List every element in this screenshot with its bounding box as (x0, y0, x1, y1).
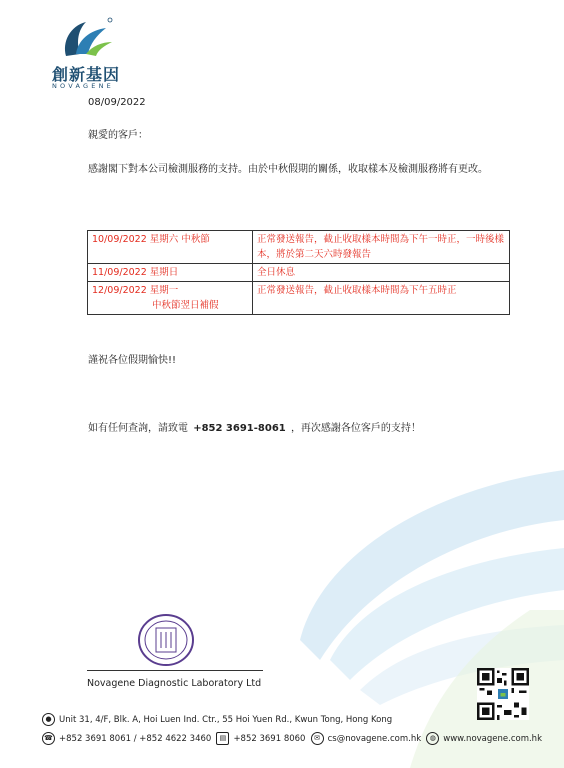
footer-phone (42, 732, 211, 745)
footer-address (42, 713, 392, 726)
letter-date: 08/09/2022 (88, 97, 146, 108)
holiday-schedule-table (87, 230, 510, 315)
greeting: 親愛的客戶： (88, 130, 148, 141)
holiday-wish: 謹祝各位假期愉快!! (88, 355, 177, 366)
globe-icon: ◍ (426, 732, 439, 745)
schedule-desc: 全日休息 (253, 264, 510, 282)
schedule-day: 星期一 (149, 285, 179, 296)
signature-company: Novagene Diagnostic Laboratory Ltd (87, 678, 262, 689)
website-text[interactable]: www.novagene.com.hk (443, 733, 542, 744)
location-icon: ● (42, 713, 55, 726)
contact-line (88, 421, 421, 437)
fax-icon: ▤ (216, 732, 229, 745)
signature-line (87, 670, 263, 671)
phone-icon: ☎ (42, 732, 55, 745)
footer-email[interactable] (311, 732, 422, 745)
table-row (88, 264, 510, 282)
brand-name-en: NOVAGENE (52, 82, 114, 90)
company-seal-stamp (136, 612, 196, 668)
qr-code (477, 668, 529, 720)
fax-text: +852 3691 8060 (233, 733, 306, 744)
schedule-note: 中秋節翌日補假 (152, 300, 219, 311)
schedule-date: 11/09/2022 (92, 267, 147, 278)
email-text[interactable]: cs@novagene.com.hk (327, 733, 422, 744)
contact-phone: +852 3691-8061 (193, 423, 286, 434)
footer-website[interactable] (426, 732, 542, 745)
phone-text: +852 3691 8061 / +852 4622 3460 (59, 733, 212, 744)
table-row (88, 282, 510, 315)
address-text: Unit 31, 4/F, Blk. A, Hoi Luen Ind. Ctr., 55 Hoi Yuen Rd., Kwun Tong, Hong Kong (59, 714, 393, 725)
contact-post: ，再次感謝各位客戶的支持！ (290, 423, 421, 434)
schedule-date: 10/09/2022 (92, 234, 147, 245)
intro-paragraph: 感謝閣下對本公司檢測服務的支持。由於中秋假期的關係，收取樣本及檢測服務將有更改。 (88, 164, 488, 175)
footer-fax (216, 732, 305, 745)
novagene-logo (52, 14, 116, 62)
footer-contacts (42, 732, 542, 745)
schedule-day: 星期六 (149, 234, 179, 245)
schedule-desc: 正常發送報告，截止收取樣本時間為下午一時正，一時後樣本，將於第二天六時發報告 (253, 231, 510, 264)
schedule-desc: 正常發送報告，截止收取樣本時間為下午五時正 (253, 282, 510, 315)
schedule-date: 12/09/2022 (92, 285, 147, 296)
brand-name-zh: 創新基因 (52, 65, 121, 84)
table-row (88, 231, 510, 264)
schedule-day: 星期日 (149, 267, 179, 278)
email-icon: ✉ (311, 732, 324, 745)
contact-pre: 如有任何查詢，請致電 (88, 423, 188, 434)
schedule-note: 中秋節 (181, 234, 210, 245)
